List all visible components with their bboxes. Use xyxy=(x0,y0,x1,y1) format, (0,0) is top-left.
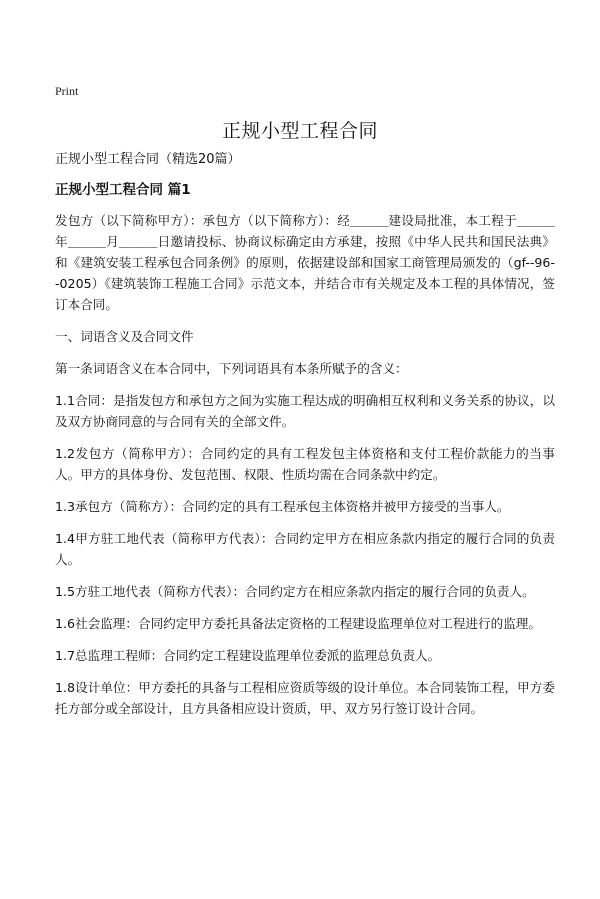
paragraph-clause-1-2: 1.2发包方（简称甲方）：合同约定的具有工程发包主体资格和支付工程价款能力的当事人。甲方的具体身份、发包范围、权限、性质均需在合同条款中约定。 xyxy=(55,446,555,482)
paragraph-clause-1-1: 1.1合同：是指发包方和承包方之间为实施工程达成的明确相互权利和义务关系的协议，以及双方协商同意的与合同有关的全部文件。 xyxy=(55,393,555,429)
paragraph-chapter-heading: 一、词语含义及合同文件 xyxy=(55,329,194,344)
paragraph-clause-1-5: 1.5方驻工地代表（简称方代表）：合同约定方在相应条款内指定的履行合同的负责人。 xyxy=(55,584,535,599)
paragraph-clause-1-7: 1.7总监理工程师：合同约定工程建设监理单位委派的监理总负责人。 xyxy=(55,648,441,663)
document-title: 正规小型工程合同 xyxy=(221,120,378,142)
paragraph-clause-1-4: 1.4甲方驻工地代表（简称甲方代表）：合同约定甲方在相应条款内指定的履行合同的负责人。 xyxy=(55,531,555,567)
paragraph-clause-1-6: 1.6社会监理：合同约定甲方委托具备法定资格的工程建设监理单位对工程进行的监理。 xyxy=(55,616,541,631)
paragraph-article-1: 第一条词语含义在本合同中，下列词语具有本条所赋予的含义： xyxy=(55,361,408,376)
paragraph-clause-1-8: 1.8设计单位：甲方委托的具备与工程相应资质等级的设计单位。本合同装饰工程，甲方委托方部分或全部设计，且方具备相应设计资质，甲、双方另行签订设计合同。 xyxy=(55,680,555,716)
paragraph-preamble: 发包方（以下简称甲方）：承包方（以下简称方）：经＿＿＿建设局批准，本工程于＿＿＿年＿＿＿月＿＿＿日邀请投标、协商议标确定由方承建，按照《中华人民共和国民法典》和《建筑安装工程承包合同条例》的原则，依据建设部和国家工商管理局颁发的（gf--96--0205）《建筑装饰工程施工合同》示范文本，并结合市有关规定及本工程的具体情况，签订本合同。 xyxy=(55,213,555,312)
document-body xyxy=(55,150,555,730)
print-label: Print xyxy=(55,84,79,98)
paragraph-clause-1-3: 1.3承包方（简称方）：合同约定的具有工程承包主体资格并被甲方接受的当事人。 xyxy=(55,499,510,514)
document-subtitle: 正规小型工程合同（精选20篇） xyxy=(55,152,241,167)
section-heading: 正规小型工程合同 篇1 xyxy=(55,182,191,198)
